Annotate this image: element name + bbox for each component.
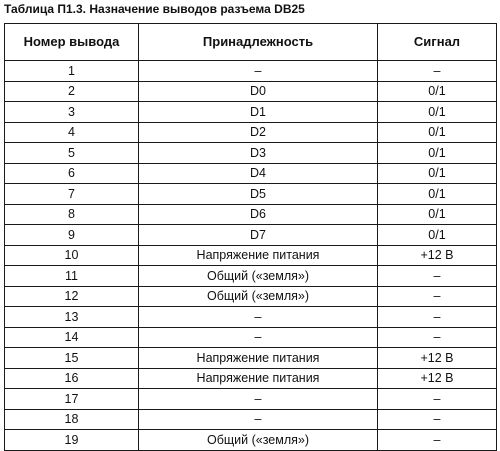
table-row [5,204,497,225]
signal-cell: +12 В [378,245,497,266]
pin-number-cell: 6 [5,163,139,184]
pin-number-cell: 17 [5,389,139,410]
pin-number-cell: 3 [5,102,139,123]
pin-number-cell: 14 [5,327,139,348]
assignment-cell: Общий («земля») [139,266,378,287]
table-row [5,122,497,143]
assignment-cell: Напряжение питания [139,348,378,369]
signal-cell: 0/1 [378,163,497,184]
assignment-cell: D0 [139,81,378,102]
signal-cell: +12 В [378,348,497,369]
assignment-cell: D7 [139,225,378,246]
assignment-cell: Общий («земля») [139,430,378,451]
table-row [5,102,497,123]
table-row [5,389,497,410]
signal-cell: 0/1 [378,225,497,246]
signal-cell: 0/1 [378,184,497,205]
pin-number-cell: 5 [5,143,139,164]
signal-cell: – [378,61,497,82]
header-pin-number: Номер вывода [5,24,139,61]
assignment-cell: – [139,61,378,82]
signal-cell: 0/1 [378,81,497,102]
table-header [5,24,497,61]
assignment-cell: Напряжение питания [139,245,378,266]
pin-number-cell: 7 [5,184,139,205]
table-body [5,61,497,451]
assignment-cell: – [139,389,378,410]
signal-cell: – [378,389,497,410]
pin-number-cell: 8 [5,204,139,225]
signal-cell: 0/1 [378,204,497,225]
table-row [5,225,497,246]
pin-number-cell: 16 [5,368,139,389]
table-row [5,266,497,287]
signal-cell: – [378,430,497,451]
pin-number-cell: 1 [5,61,139,82]
assignment-cell: D4 [139,163,378,184]
pin-number-cell: 18 [5,409,139,430]
table-caption: Таблица П1.3. Назначение выводов разъема DB25 [4,2,305,16]
table-row [5,409,497,430]
table-row [5,286,497,307]
signal-cell: 0/1 [378,143,497,164]
table-row [5,163,497,184]
assignment-cell: – [139,409,378,430]
pin-number-cell: 15 [5,348,139,369]
table-row [5,368,497,389]
table-row [5,81,497,102]
assignment-cell: – [139,307,378,328]
assignment-cell: D3 [139,143,378,164]
header-row [5,24,497,61]
signal-cell: +12 В [378,368,497,389]
header-signal: Сигнал [378,24,497,61]
assignment-cell: D2 [139,122,378,143]
pin-number-cell: 2 [5,81,139,102]
header-assignment: Принадлежность [139,24,378,61]
pin-number-cell: 4 [5,122,139,143]
table-row [5,307,497,328]
table-row [5,327,497,348]
pin-number-cell: 11 [5,266,139,287]
pin-number-cell: 13 [5,307,139,328]
assignment-cell: D1 [139,102,378,123]
assignment-cell: D5 [139,184,378,205]
table-row [5,143,497,164]
assignment-cell: D6 [139,204,378,225]
pin-number-cell: 12 [5,286,139,307]
signal-cell: 0/1 [378,122,497,143]
assignment-cell: – [139,327,378,348]
signal-cell: – [378,409,497,430]
pin-number-cell: 10 [5,245,139,266]
signal-cell: – [378,266,497,287]
pin-number-cell: 19 [5,430,139,451]
table-row [5,184,497,205]
signal-cell: – [378,307,497,328]
signal-cell: – [378,286,497,307]
table-row [5,430,497,451]
pin-assignment-table [4,23,497,451]
table-row [5,348,497,369]
signal-cell: – [378,327,497,348]
table-row [5,61,497,82]
table-row [5,245,497,266]
pin-number-cell: 9 [5,225,139,246]
assignment-cell: Общий («земля») [139,286,378,307]
assignment-cell: Напряжение питания [139,368,378,389]
signal-cell: 0/1 [378,102,497,123]
